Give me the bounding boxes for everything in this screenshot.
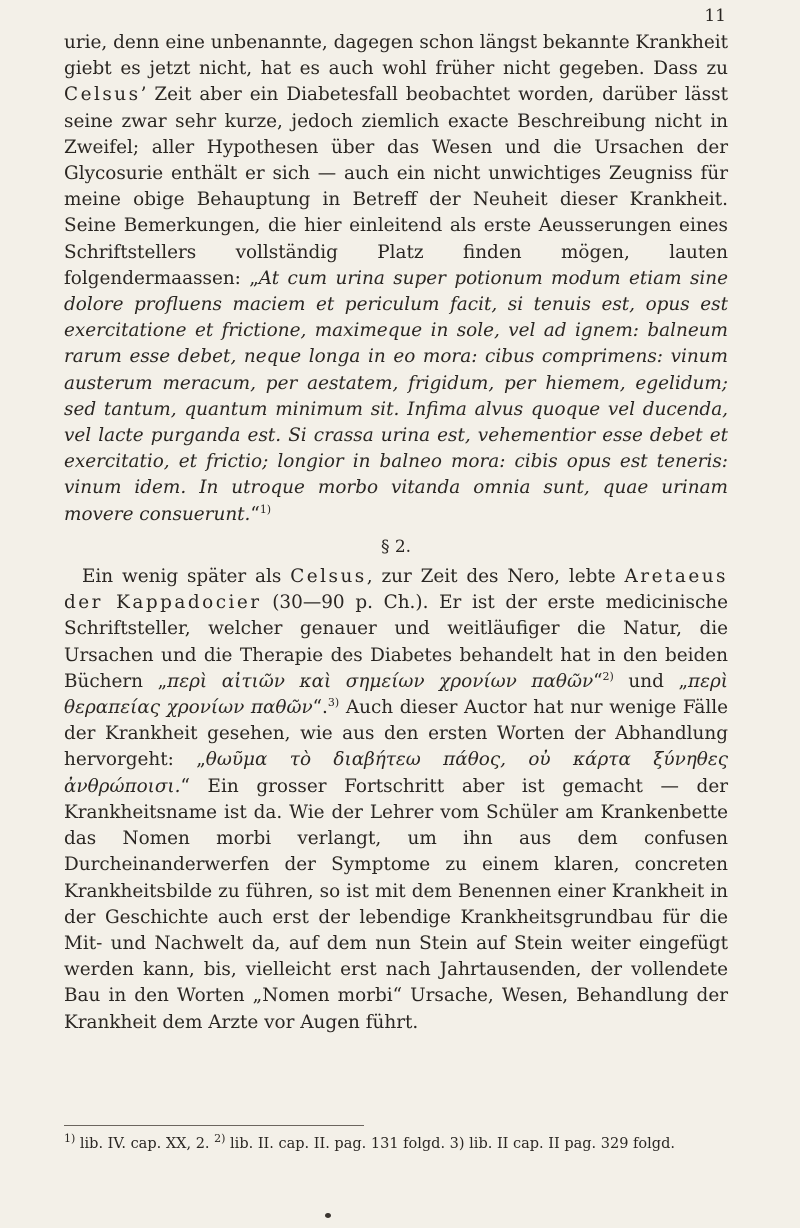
p1-text-a: urie, denn eine unbenannte, dagegen schon längst bekannte Krankheit giebt es jetzt nicht, hat es auch wohl früher nicht gegeben. Dass zu [64,32,728,80]
section-heading: § 2. [380,536,412,557]
footnote-1: lib. IV. cap. XX, 2. [75,1136,215,1152]
page-number: 11 [704,6,726,26]
footnote-ref-1[interactable]: 1) [259,502,272,516]
paragraph-2 [64,564,728,1036]
greek-quote: θωῦμα τὸ διαβήτεω πάθος, οὐ κάρτα ξύνηθες ἀνθρώποισι. [64,749,729,797]
footnote-ref-3[interactable]: 3) [327,695,340,709]
footnote-2-number: 2) [214,1132,226,1146]
p2-text-a: Ein wenig später als [82,566,291,588]
p2-text-b: , zur Zeit des Nero, lebte [366,566,625,588]
author-celsus-2: Celsus [290,566,367,588]
footnote-3-number: 3) [449,1136,465,1152]
footnote-3: lib. II cap. II pag. 329 folgd. [464,1136,675,1152]
footnote-1-number: 1) [64,1132,76,1146]
paragraph-1 [64,30,728,528]
greek-title-1: περὶ αἰτιῶν καὶ σημείων χρονίων παθῶν [167,670,594,692]
ink-speck [325,1213,331,1218]
p2-text-f: “ Ein grosser Fortschritt aber ist gemacht — der Krankheitsname ist da. Wie der Lehrer vom Schüler am Krankenbette das Nomen morbi verlangt, um ihn aus dem confusen Durcheinanderwerfen der Symptome zu einem klaren, concreten Krankheitsbilde zu führen, so ist mit dem Benennen einer Krankheit in der Geschichte auch erst der lebendige Krankheitsgrundbau für die Mit- und Nachwelt da, auf dem nun Stein auf Stein weiter eingefügt werden kann, bis, vielleicht erst nach Jahrtausenden, der vollendete Bau in den Worten „Nomen morbi“ Ursache, Wesen, Behandlung der Krankheit dem Arzte vor Augen führt. [64,775,728,1033]
footnote-ref-2[interactable]: 2) [602,669,614,683]
body-text [64,30,728,1036]
author-celsus: Celsus [64,84,141,106]
latin-quote: At cum urina super potionum modum etiam sine dolore profluens maciem et periculum facit, si tenuis est, opus est exercitatione et frictione, maximeque in sole, vel ad ignem: balneum rarum esse debet, neque longa in eo mora: cibus comprimens: vinum austerum meracum, per aestatem, frigidum, per hiemem, egelidum; sed tantum, quantum minimum sit. Infima alvus quoque vel ducenda, vel lacte purganda est. Si crassa urina est, vehementior esse debet et exercitatio, et frictio; longior in balneo mora: cibis opus est teneris: vinum idem. In utroque morbo vitanda omnia sunt, quae urinam movere consuerunt. [64,267,728,525]
p2-text-e: Auch dieser Auctor hat nur wenige Fälle der Krankheit gesehen, wie aus den ersten Worten der Abhandlung hervorgeht: „ [64,697,728,771]
p1-text-b: ’ Zeit aber ein Diabetesfall beobachtet worden, darüber lässt seine zwar sehr kurze, jedoch ziemlich exacte Beschreibung nicht in Zweifel; aller Hypothesen über das Wesen und die Ursachen der Glycosurie enthält er sich — auch ein nicht unwichtiges Zeugniss für meine obige Behauptung in Betreff der Neuheit dieser Krankheit. Seine Bemerkungen, die hier einleitend als erste Aeusserungen eines Schriftstellers vollständig Platz finden mögen, lauten folgendermaassen: „ [64,84,728,289]
p2-q1-end: “ [593,670,603,692]
p2-q2-end: “. [312,697,328,719]
footnote-text [64,1134,728,1155]
greek-title-2: περὶ θεραπείας χρονίων παθῶν [64,670,728,719]
p2-text-c: (30—90 p. Ch.). Er ist der erste medicinische Schriftsteller, welcher genauer und weitläufiger die Natur, die Ursachen und die Therapie des Diabetes behandelt hat in den beiden Büchern „ [64,592,728,692]
p1-quote-end: “ [250,503,260,525]
author-aretaeus: Aretaeus der Kappadocier [64,566,728,614]
footnote-2: lib. II. cap. II. pag. 131 folgd. [225,1136,450,1152]
footnotes [64,1125,675,1155]
p2-text-d: und „ [613,670,689,692]
